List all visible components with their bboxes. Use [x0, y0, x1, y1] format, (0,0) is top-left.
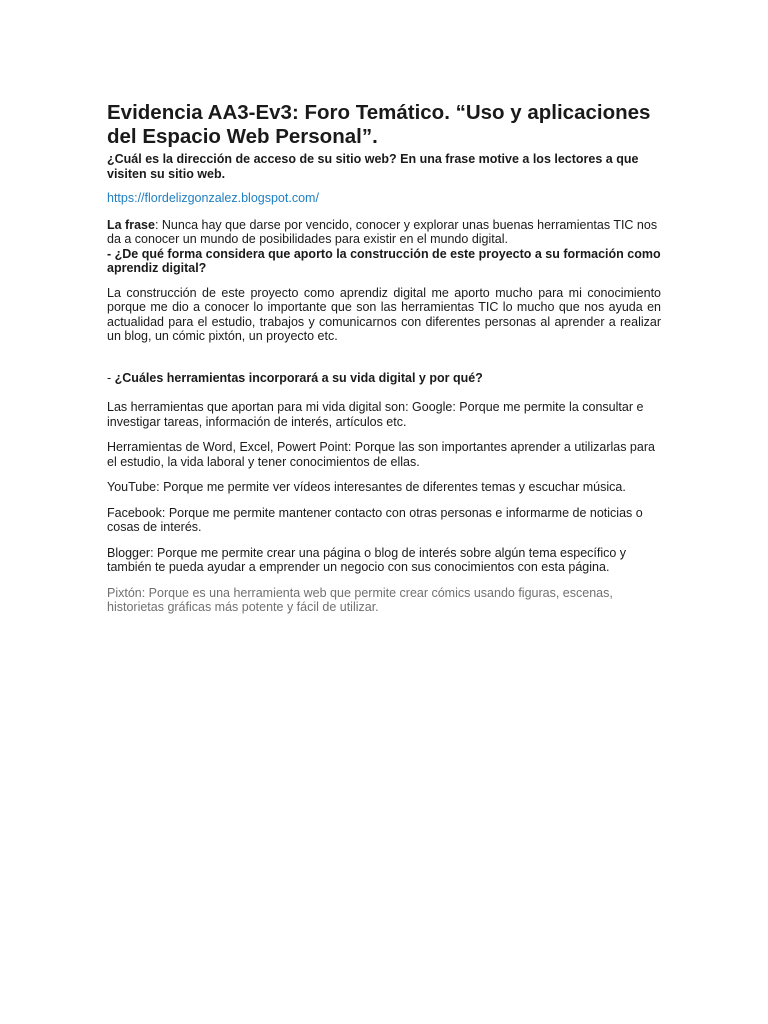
frase-label: La frase: [107, 217, 155, 232]
tools-pixton-paragraph: Pixtón: Porque es una herramienta web que permite crear cómics usando figuras, escenas, historietas gráficas más potente y fácil de utilizar.: [107, 585, 613, 614]
question-site-address: ¿Cuál es la dirección de acceso de su sitio web? En una frase motive a los lectores a que visiten su sitio web.: [107, 152, 639, 181]
question-project-contribution: - ¿De qué forma considera que aporto la construcción de este proyecto a su formación como aprendiz digital?: [107, 246, 661, 275]
tools-facebook-paragraph: Facebook: Porque me permite mantener contacto con otras personas e informarme de noticias o cosas de interés.: [107, 505, 643, 534]
tools-google-paragraph: Las herramientas que aportan para mi vida digital son: Google: Porque me permite la consultar e investigar tareas, información de interés, artículos etc.: [107, 400, 644, 429]
question-tools: ¿Cuáles herramientas incorporará a su vida digital y por qué?: [114, 370, 483, 385]
document-page: [107, 101, 661, 615]
document-title: Evidencia AA3-Ev3: Foro Temático. “Uso y aplicaciones del Espacio Web Personal”.: [107, 101, 651, 148]
frase-text: : Nunca hay que darse por vencido, conocer y explorar unas buenas herramientas TIC nos da a conocer un mundo de posibilidades para existir en el mundo digital.: [107, 217, 658, 246]
site-url-link[interactable]: https://flordelizgonzalez.blogspot.com/: [107, 191, 319, 205]
tools-blogger-paragraph: Blogger: Porque me permite crear una página o blog de interés sobre algún tema específico y también te pueda ayudar a emprender un negocio con sus conocimientos con esta página.: [107, 545, 627, 574]
question-tools-paragraph: [107, 371, 661, 386]
answer-project-contribution: La construcción de este proyecto como aprendiz digital me aporto mucho para mi conocimiento porque me dio a conocer lo importante que son las herramientas TIC lo mucho que nos ayuda en actualidad para el estudio, trabajos y comunicarnos con diferentes personas al aprender a realizar un blog, un cómic pixtón, un proyecto etc.: [107, 285, 661, 343]
frase-paragraph: [107, 218, 661, 247]
question-tools-dash: -: [107, 370, 115, 385]
tools-office-paragraph: Herramientas de Word, Excel, Powert Point: Porque las son importantes aprender a utilizarlas para el estudio, la vida laboral y tener conocimientos de ellas.: [107, 440, 655, 469]
tools-youtube-paragraph: YouTube: Porque me permite ver vídeos interesantes de diferentes temas y escuchar música.: [107, 480, 626, 494]
